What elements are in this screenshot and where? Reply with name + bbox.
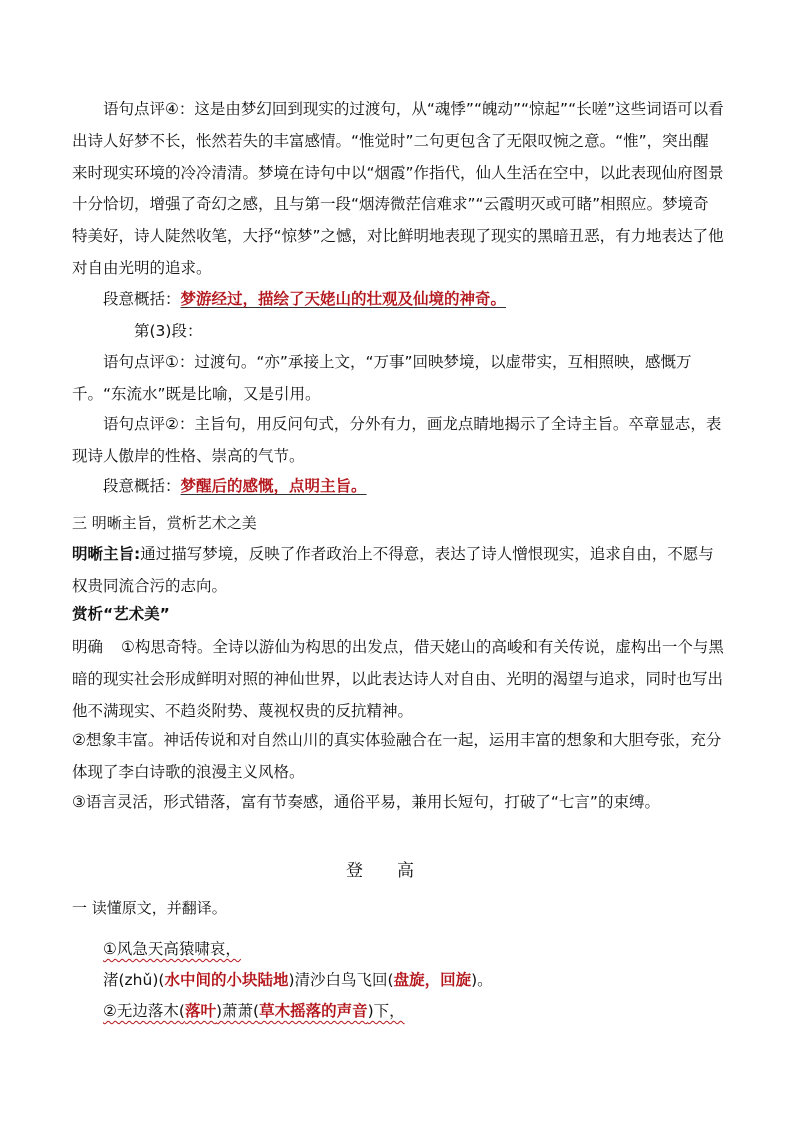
- p3-comment-1-block: [72, 347, 724, 411]
- line-2-a: 渚(zhǔ)(: [103, 971, 165, 989]
- comment-4-text: 语句点评④：这是由梦幻回到现实的过渡句，从“魂悸”“魄动”“惊起”“长嗟”这些词语可以看出诗人好梦不长，怅然若失的丰富感情。“惟觉时”二句更包含了无限叹惋之意。“惟”，突出醒来时现实环境的冷冷清清。梦境在诗句中以“烟霞”作指代，仙人生活在空中，以此表现仙府图景十分恰切，增强了奇幻之感，且与第一段“烟涛微茫信难求”“云霞明灭或可睹”相照应。梦境奇特美好，诗人陡然收笔，大抒“惊梦”之憾，对比鲜明地表现了现实的黑暗丑恶，有力地表达了他对自由光明的追求。: [72, 100, 724, 277]
- para-3-label: 第(3)段：: [134, 322, 203, 340]
- summary-3-text: 梦醒后的感慨，点明主旨。: [180, 477, 367, 495]
- line-2-c: )清沙白鸟飞回(: [288, 971, 394, 989]
- poem-title: 登高: [346, 861, 448, 881]
- section-3-block: [72, 508, 724, 540]
- section-3-heading: 三 明晰主旨，赏析艺术之美: [72, 514, 257, 532]
- line-3-d: 草木摇落的声音: [259, 1002, 368, 1020]
- theme-label: 明晰主旨:: [72, 545, 141, 563]
- art-1-block: [72, 632, 724, 727]
- art-1-text: ①构思奇特。全诗以游仙为构思的出发点，借天姥山的高峻和有关传说，虚构出一个与黑暗的现实社会形成鲜明对照的神仙世界，以此表达诗人对自由、光明的渴望与追求，同时也写出他不满现实、不趋炎附势、蔑视权贵的反抗精神。: [72, 638, 724, 720]
- line-2-b: 水中间的小块陆地: [164, 971, 289, 989]
- summary-2-text: 梦游经过，描绘了天姥山的壮观及仙境的神奇。: [180, 290, 507, 308]
- line-3-c: )萧萧(: [215, 1002, 260, 1020]
- art-2-text: ②想象丰富。神话传说和对自然山川的真实体验融合在一起，运用丰富的想象和大胆夸张，充分体现了李白诗歌的浪漫主义风格。: [72, 731, 722, 781]
- art-intro: 明确: [72, 638, 104, 656]
- p3-comment-1-text: 语句点评①：过渡句。“亦”承接上文，“万事”回映梦境，以虚带实，互相照映，感慨万千。“东流水”既是比喻，又是引用。: [72, 353, 692, 403]
- poem-line-3: [103, 1002, 405, 1020]
- summary-2-block: [72, 284, 724, 316]
- line-3-b: 落叶: [184, 1002, 216, 1020]
- poem-2-heading-block: [72, 893, 724, 925]
- summary-3-block: [72, 471, 724, 503]
- summary-2-label: 段意概括：: [103, 290, 181, 308]
- art-label-block: [72, 599, 724, 631]
- line-2-e: )。: [471, 971, 493, 989]
- theme-text: 通过描写梦境，反映了作者政治上不得意，表达了诗人憎恨现实，追求自由，不愿与权贵同流合污的志向。: [72, 545, 714, 595]
- art-3-text: ③语言灵活，形式错落，富有节奏感，通俗平易，兼用长短句，打破了“七言”的束缚。: [72, 793, 660, 811]
- p3-comment-2-text: 语句点评②：主旨句，用反问句式，分外有力，画龙点睛地揭示了全诗主旨。卒章显志，表现诗人傲岸的性格、崇高的气节。: [72, 415, 722, 465]
- art-3-block: [72, 787, 724, 819]
- line-3-a: ②无边落木(: [103, 1002, 185, 1020]
- line-3-e: )下，: [367, 1002, 405, 1020]
- poem-line-3-block: [72, 996, 724, 1028]
- poem-line-1-block: [72, 934, 724, 966]
- art-label: 赏析“艺术美”: [72, 605, 170, 623]
- poem-line-2-block: [72, 965, 724, 997]
- theme-block: [72, 539, 724, 603]
- p3-comment-2-block: [72, 409, 724, 473]
- poem-2-heading: 一 读懂原文，并翻译。: [72, 899, 227, 917]
- art-2-block: [72, 725, 724, 789]
- summary-3-label: 段意概括：: [103, 477, 181, 495]
- para-3-block: [72, 316, 724, 348]
- poem-line-1: ①风急天高猿啸哀，: [103, 940, 241, 958]
- comment-4-block: [72, 94, 724, 285]
- line-2-d: 盘旋，回旋: [393, 971, 472, 989]
